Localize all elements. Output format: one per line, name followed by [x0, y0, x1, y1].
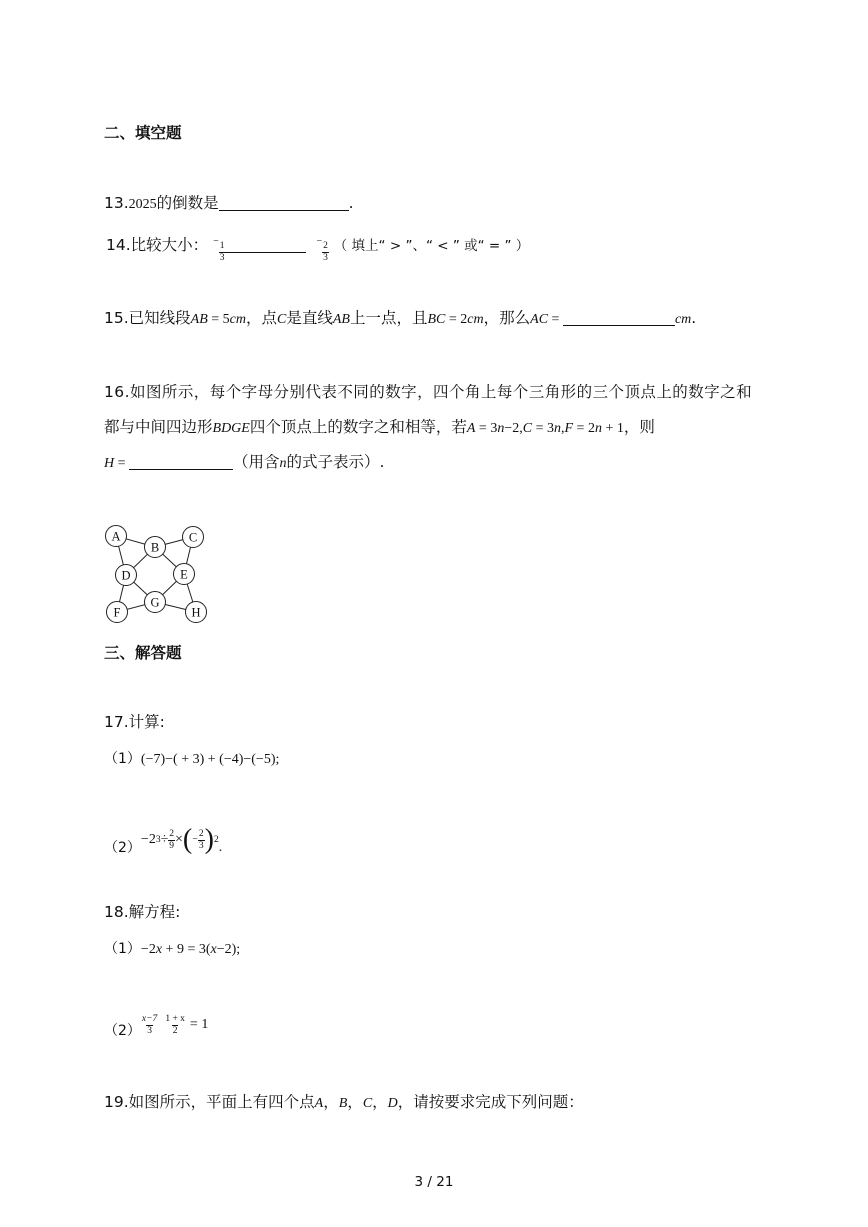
q15-ab-cm: cm — [229, 312, 246, 327]
q18-p2-frac-1 — [141, 1014, 158, 1037]
q16-a: A — [466, 421, 476, 436]
question-17-part-1 — [104, 748, 279, 770]
q13-answer-blank[interactable] — [219, 194, 349, 211]
q16-f: F — [564, 421, 574, 436]
q16-n3: n — [594, 421, 602, 436]
q18-f2-num: 1 + x — [165, 1013, 185, 1024]
q16-c-eq: = 3 — [532, 421, 554, 436]
q15-ab2: AB — [332, 312, 350, 327]
q17-f2-den: 3 — [198, 840, 204, 851]
q17-p1-expr: (−7)−( + 3) + (−4)−(−5); — [140, 752, 280, 767]
q15-ab-eq: = 5 — [207, 312, 230, 327]
q17-f1-den: 9 — [169, 840, 175, 851]
q15-bc-eq: = 2 — [445, 312, 468, 327]
q19-text-1: 19.如图所示，平面上有四个点 — [104, 1093, 315, 1111]
q18-p1-a: −2 — [140, 942, 156, 957]
q14-f1-den: 3 — [219, 253, 225, 263]
q15-text-5: ，那么 — [483, 309, 531, 327]
q16-f-eq: = 2 — [573, 421, 595, 436]
q15-text-3: 是直线 — [286, 309, 333, 327]
q18-p2-label: （2） — [104, 1023, 141, 1039]
page-number: 3 / 21 — [414, 1174, 454, 1190]
q16-h: H — [104, 456, 115, 471]
q19-b: B — [338, 1096, 348, 1111]
q14-f2-den: 3 — [323, 253, 328, 263]
question-13 — [104, 193, 354, 215]
q14-answer-blank[interactable] — [226, 236, 306, 253]
q15-text-1: 15.已知线段 — [104, 309, 191, 327]
q13-text: 的倒数是 — [156, 194, 219, 212]
q17-p2-exp2: 2 — [213, 835, 219, 845]
q16-answer-blank[interactable] — [129, 453, 233, 470]
q17-f1-num: 2 — [169, 828, 175, 839]
q18-p1-x: x — [155, 942, 163, 957]
q16-a-eq: = 3 — [475, 421, 498, 436]
q16-comma: , — [560, 421, 565, 436]
q15-answer-blank[interactable] — [563, 309, 675, 326]
q17-p2-frac-1 — [168, 829, 175, 852]
q15-bc: BC — [427, 312, 446, 327]
node-label-f: F — [113, 605, 121, 620]
q16-f-tail: + 1 — [601, 421, 624, 436]
q14-f2-sign: − — [316, 236, 323, 247]
node-label-e: E — [180, 567, 188, 582]
q18-p1-c: −2); — [216, 942, 241, 957]
q14-number: 14. — [106, 236, 131, 254]
q15-ac-eq: = — [548, 312, 563, 327]
q16-c: C — [522, 421, 533, 436]
q15-bc-cm: cm — [467, 312, 484, 327]
q17-rparen: ) — [204, 824, 214, 855]
q16-n2: n — [553, 421, 561, 436]
q16-bdge: BDGE — [212, 421, 250, 436]
q15-ab: AB — [190, 312, 208, 327]
question-15 — [104, 308, 696, 330]
q14-hint: （ 填上“ > ”、“ < ” 或“ = ” ） — [333, 238, 530, 254]
node-label-b: B — [150, 540, 160, 555]
q17-p1-label: （1） — [104, 751, 141, 767]
q18-f1-den: 3 — [147, 1025, 152, 1036]
q17-p2-frac-2 — [198, 829, 205, 852]
q16-hint-1: （用含 — [233, 453, 280, 471]
q16-hint-2: 的式子表示）. — [286, 453, 385, 471]
node-label-d: D — [121, 568, 131, 583]
q19-c: C — [362, 1096, 373, 1111]
question-17-part-2 — [104, 820, 222, 860]
question-16-line-3 — [104, 452, 384, 474]
question-17-title: 17.计算: — [104, 713, 165, 731]
q14-text: 比较大小： — [130, 236, 209, 254]
question-19 — [104, 1092, 584, 1114]
q19-sep-3: ， — [372, 1093, 388, 1111]
q17-f2-sign: − — [192, 834, 198, 845]
q16-hint-n: n — [279, 456, 287, 471]
q15-text-2: ，点 — [246, 309, 278, 327]
q14-fraction-1 — [219, 241, 226, 264]
question-14 — [106, 232, 529, 264]
q16-n1: n — [497, 421, 505, 436]
q19-text-2: ，请按要求完成下列问题： — [397, 1093, 584, 1111]
node-label-c: C — [188, 530, 198, 545]
q16-text-c: ，则 — [623, 418, 655, 436]
q17-lparen: ( — [182, 824, 193, 855]
node-label-h: H — [191, 605, 201, 620]
q19-sep-1: ， — [323, 1093, 339, 1111]
q13-number: 13. — [104, 194, 129, 212]
node-label-a: A — [111, 529, 121, 544]
q17-p2-lead: −2 — [140, 832, 156, 847]
question-18-title: 18.解方程: — [104, 903, 181, 921]
q15-unit: cm — [674, 312, 692, 327]
q18-f1-num: x−7 — [141, 1013, 158, 1024]
q18-p2-eq: = 1 — [189, 1017, 209, 1032]
question-18-part-1 — [104, 938, 240, 960]
question-16-line-2 — [104, 417, 655, 439]
q13-value: 2025 — [128, 197, 157, 212]
q14-f1-sign: − — [213, 236, 219, 247]
q14-fraction-2 — [322, 241, 329, 264]
q15-c: C — [277, 312, 287, 327]
q17-p2-div: ÷ — [160, 832, 169, 847]
q14-f1-num: 1 — [219, 241, 225, 251]
letter-network-diagram — [100, 520, 212, 628]
q14-f2-num: 2 — [323, 241, 328, 251]
q16-text-a: 都与中间四边形 — [104, 418, 213, 436]
q19-d: D — [387, 1096, 398, 1111]
q18-p1-x2: x — [210, 942, 217, 957]
question-16-line-1: 16.如图所示，每个字母分别代表不同的数字，四个角上每个三角形的三个顶点上的数字之和 — [104, 383, 753, 401]
q15-ac: AC — [530, 312, 549, 327]
q15-text-4: 上一点，且 — [349, 309, 428, 327]
q18-f2-den: 2 — [172, 1025, 178, 1036]
q19-sep-2: ， — [347, 1093, 363, 1111]
q17-f2-num: 2 — [198, 828, 204, 839]
q15-period: . — [691, 309, 697, 327]
node-label-g: G — [150, 595, 160, 610]
q19-a: A — [314, 1096, 324, 1111]
q17-p2-times: × — [175, 832, 183, 847]
q13-period: . — [348, 194, 354, 212]
q17-p2-label: （2） — [104, 840, 141, 856]
question-18-part-2 — [104, 1010, 208, 1040]
q18-p1-b: + 9 = 3( — [162, 942, 211, 957]
q16-text-b: 四个顶点上的数字之和相等，若 — [249, 418, 467, 436]
q17-p2-end: . — [218, 840, 223, 855]
section-title-fill-in: 二、填空题 — [104, 124, 182, 142]
section-title-answer: 三、解答题 — [104, 644, 182, 662]
q18-p1-label: （1） — [104, 941, 141, 957]
q16-minus2: −2, — [504, 421, 523, 436]
q16-h-eq: = — [114, 456, 130, 471]
q18-p2-frac-2 — [164, 1014, 186, 1037]
q17-p2-exp: 3 — [155, 835, 161, 845]
